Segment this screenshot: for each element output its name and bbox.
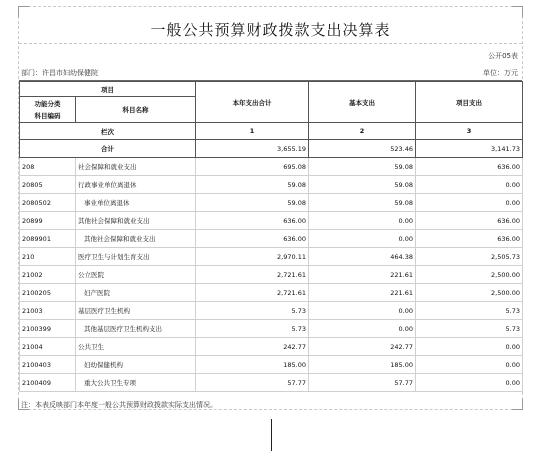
row-subject-name: 妇产医院 — [76, 284, 196, 302]
row-col2: 0.00 — [309, 212, 416, 230]
row-subject-name: 妇幼保健机构 — [76, 356, 196, 374]
table-row — [20, 266, 523, 284]
row-code: 2100205 — [20, 284, 76, 302]
row-subject-name: 基层医疗卫生机构 — [76, 302, 196, 320]
row-col1: 2,721.61 — [196, 266, 309, 284]
row-col2: 59.08 — [309, 176, 416, 194]
row-subject-name: 社会保障和就业支出 — [76, 158, 196, 176]
index-label: 栏次 — [20, 123, 196, 140]
row-col1: 185.00 — [196, 356, 309, 374]
table-row — [20, 338, 523, 356]
row-code: 21003 — [20, 302, 76, 320]
header-function-code: 功能分类 科目编码 — [20, 97, 76, 123]
expenditure-table — [19, 81, 523, 392]
row-col3: 5.73 — [416, 302, 523, 320]
header-project-expenditure: 项目支出 — [416, 82, 523, 123]
row-col3: 2,500.00 — [416, 266, 523, 284]
row-code: 2100403 — [20, 356, 76, 374]
unit-label: 单位：万元 — [483, 69, 518, 77]
row-code: 2100409 — [20, 374, 76, 392]
footnote: 注：本表反映部门本年度一般公共预算财政拨款实际支出情况。 — [21, 401, 217, 409]
table-row — [20, 194, 523, 212]
total-label: 合计 — [20, 140, 196, 158]
form-number: 公开05表 — [488, 52, 518, 60]
page-corner-mark — [512, 6, 523, 17]
row-col2: 242.77 — [309, 338, 416, 356]
row-code: 2080502 — [20, 194, 76, 212]
row-code: 21004 — [20, 338, 76, 356]
total-col3: 3,141.73 — [416, 140, 523, 158]
row-subject-name: 公共卫生 — [76, 338, 196, 356]
total-col2: 523.46 — [309, 140, 416, 158]
table-row — [20, 356, 523, 374]
row-col2: 57.77 — [309, 374, 416, 392]
report-title: 一般公共预算财政拨款支出决算表 — [150, 21, 391, 39]
row-col3: 2,500.00 — [416, 284, 523, 302]
row-col1: 695.08 — [196, 158, 309, 176]
row-subject-name: 重大公共卫生专项 — [76, 374, 196, 392]
row-col2: 185.00 — [309, 356, 416, 374]
row-col3: 636.00 — [416, 158, 523, 176]
row-subject-name: 行政事业单位离退休 — [76, 176, 196, 194]
row-col3: 5.73 — [416, 320, 523, 338]
row-col3: 0.00 — [416, 356, 523, 374]
title-divider — [19, 43, 522, 44]
report-sheet — [18, 6, 523, 410]
row-col1: 242.77 — [196, 338, 309, 356]
text-cursor — [271, 419, 272, 451]
row-col2: 0.00 — [309, 302, 416, 320]
table-row — [20, 248, 523, 266]
row-col1: 59.08 — [196, 194, 309, 212]
row-col1: 57.77 — [196, 374, 309, 392]
row-col1: 2,970.11 — [196, 248, 309, 266]
table-row — [20, 284, 523, 302]
table-row — [20, 212, 523, 230]
header-project: 项目 — [20, 82, 196, 97]
header-subject-name: 科目名称 — [76, 97, 196, 123]
row-col3: 2,505.73 — [416, 248, 523, 266]
table-row — [20, 158, 523, 176]
index-1: 1 — [196, 123, 309, 140]
row-subject-name: 其他社会保障和就业支出 — [76, 230, 196, 248]
row-col2: 0.00 — [309, 320, 416, 338]
table-row — [20, 302, 523, 320]
row-col1: 5.73 — [196, 320, 309, 338]
row-subject-name: 其他社会保障和就业支出 — [76, 212, 196, 230]
row-col2: 59.08 — [309, 194, 416, 212]
row-col1: 5.73 — [196, 302, 309, 320]
row-col3: 0.00 — [416, 374, 523, 392]
row-col3: 636.00 — [416, 212, 523, 230]
row-col2: 464.38 — [309, 248, 416, 266]
row-col3: 0.00 — [416, 176, 523, 194]
row-col3: 0.00 — [416, 338, 523, 356]
row-code: 210 — [20, 248, 76, 266]
total-col1: 3,655.19 — [196, 140, 309, 158]
row-code: 2089901 — [20, 230, 76, 248]
row-subject-name: 公立医院 — [76, 266, 196, 284]
row-code: 208 — [20, 158, 76, 176]
row-col1: 2,721.61 — [196, 284, 309, 302]
header-total-expenditure: 本年支出合计 — [196, 82, 309, 123]
row-code: 21002 — [20, 266, 76, 284]
index-2: 2 — [309, 123, 416, 140]
table-row — [20, 320, 523, 338]
row-subject-name: 医疗卫生与计划生育支出 — [76, 248, 196, 266]
page-corner-mark — [512, 399, 523, 410]
table-row — [20, 374, 523, 392]
row-code: 20805 — [20, 176, 76, 194]
row-col2: 59.08 — [309, 158, 416, 176]
row-subject-name: 其他基层医疗卫生机构支出 — [76, 320, 196, 338]
row-col2: 221.61 — [309, 284, 416, 302]
header-basic-expenditure: 基本支出 — [309, 82, 416, 123]
department-label: 部门：许昌市妇幼保健院 — [21, 69, 98, 77]
table-row — [20, 176, 523, 194]
row-col2: 0.00 — [309, 230, 416, 248]
page-corner-mark — [18, 6, 29, 17]
row-col3: 0.00 — [416, 194, 523, 212]
row-col1: 59.08 — [196, 176, 309, 194]
row-col2: 221.61 — [309, 266, 416, 284]
row-subject-name: 事业单位离退休 — [76, 194, 196, 212]
row-code: 2100399 — [20, 320, 76, 338]
row-col1: 636.00 — [196, 230, 309, 248]
row-col1: 636.00 — [196, 212, 309, 230]
row-col3: 636.00 — [416, 230, 523, 248]
index-3: 3 — [416, 123, 523, 140]
row-code: 20899 — [20, 212, 76, 230]
table-row — [20, 230, 523, 248]
